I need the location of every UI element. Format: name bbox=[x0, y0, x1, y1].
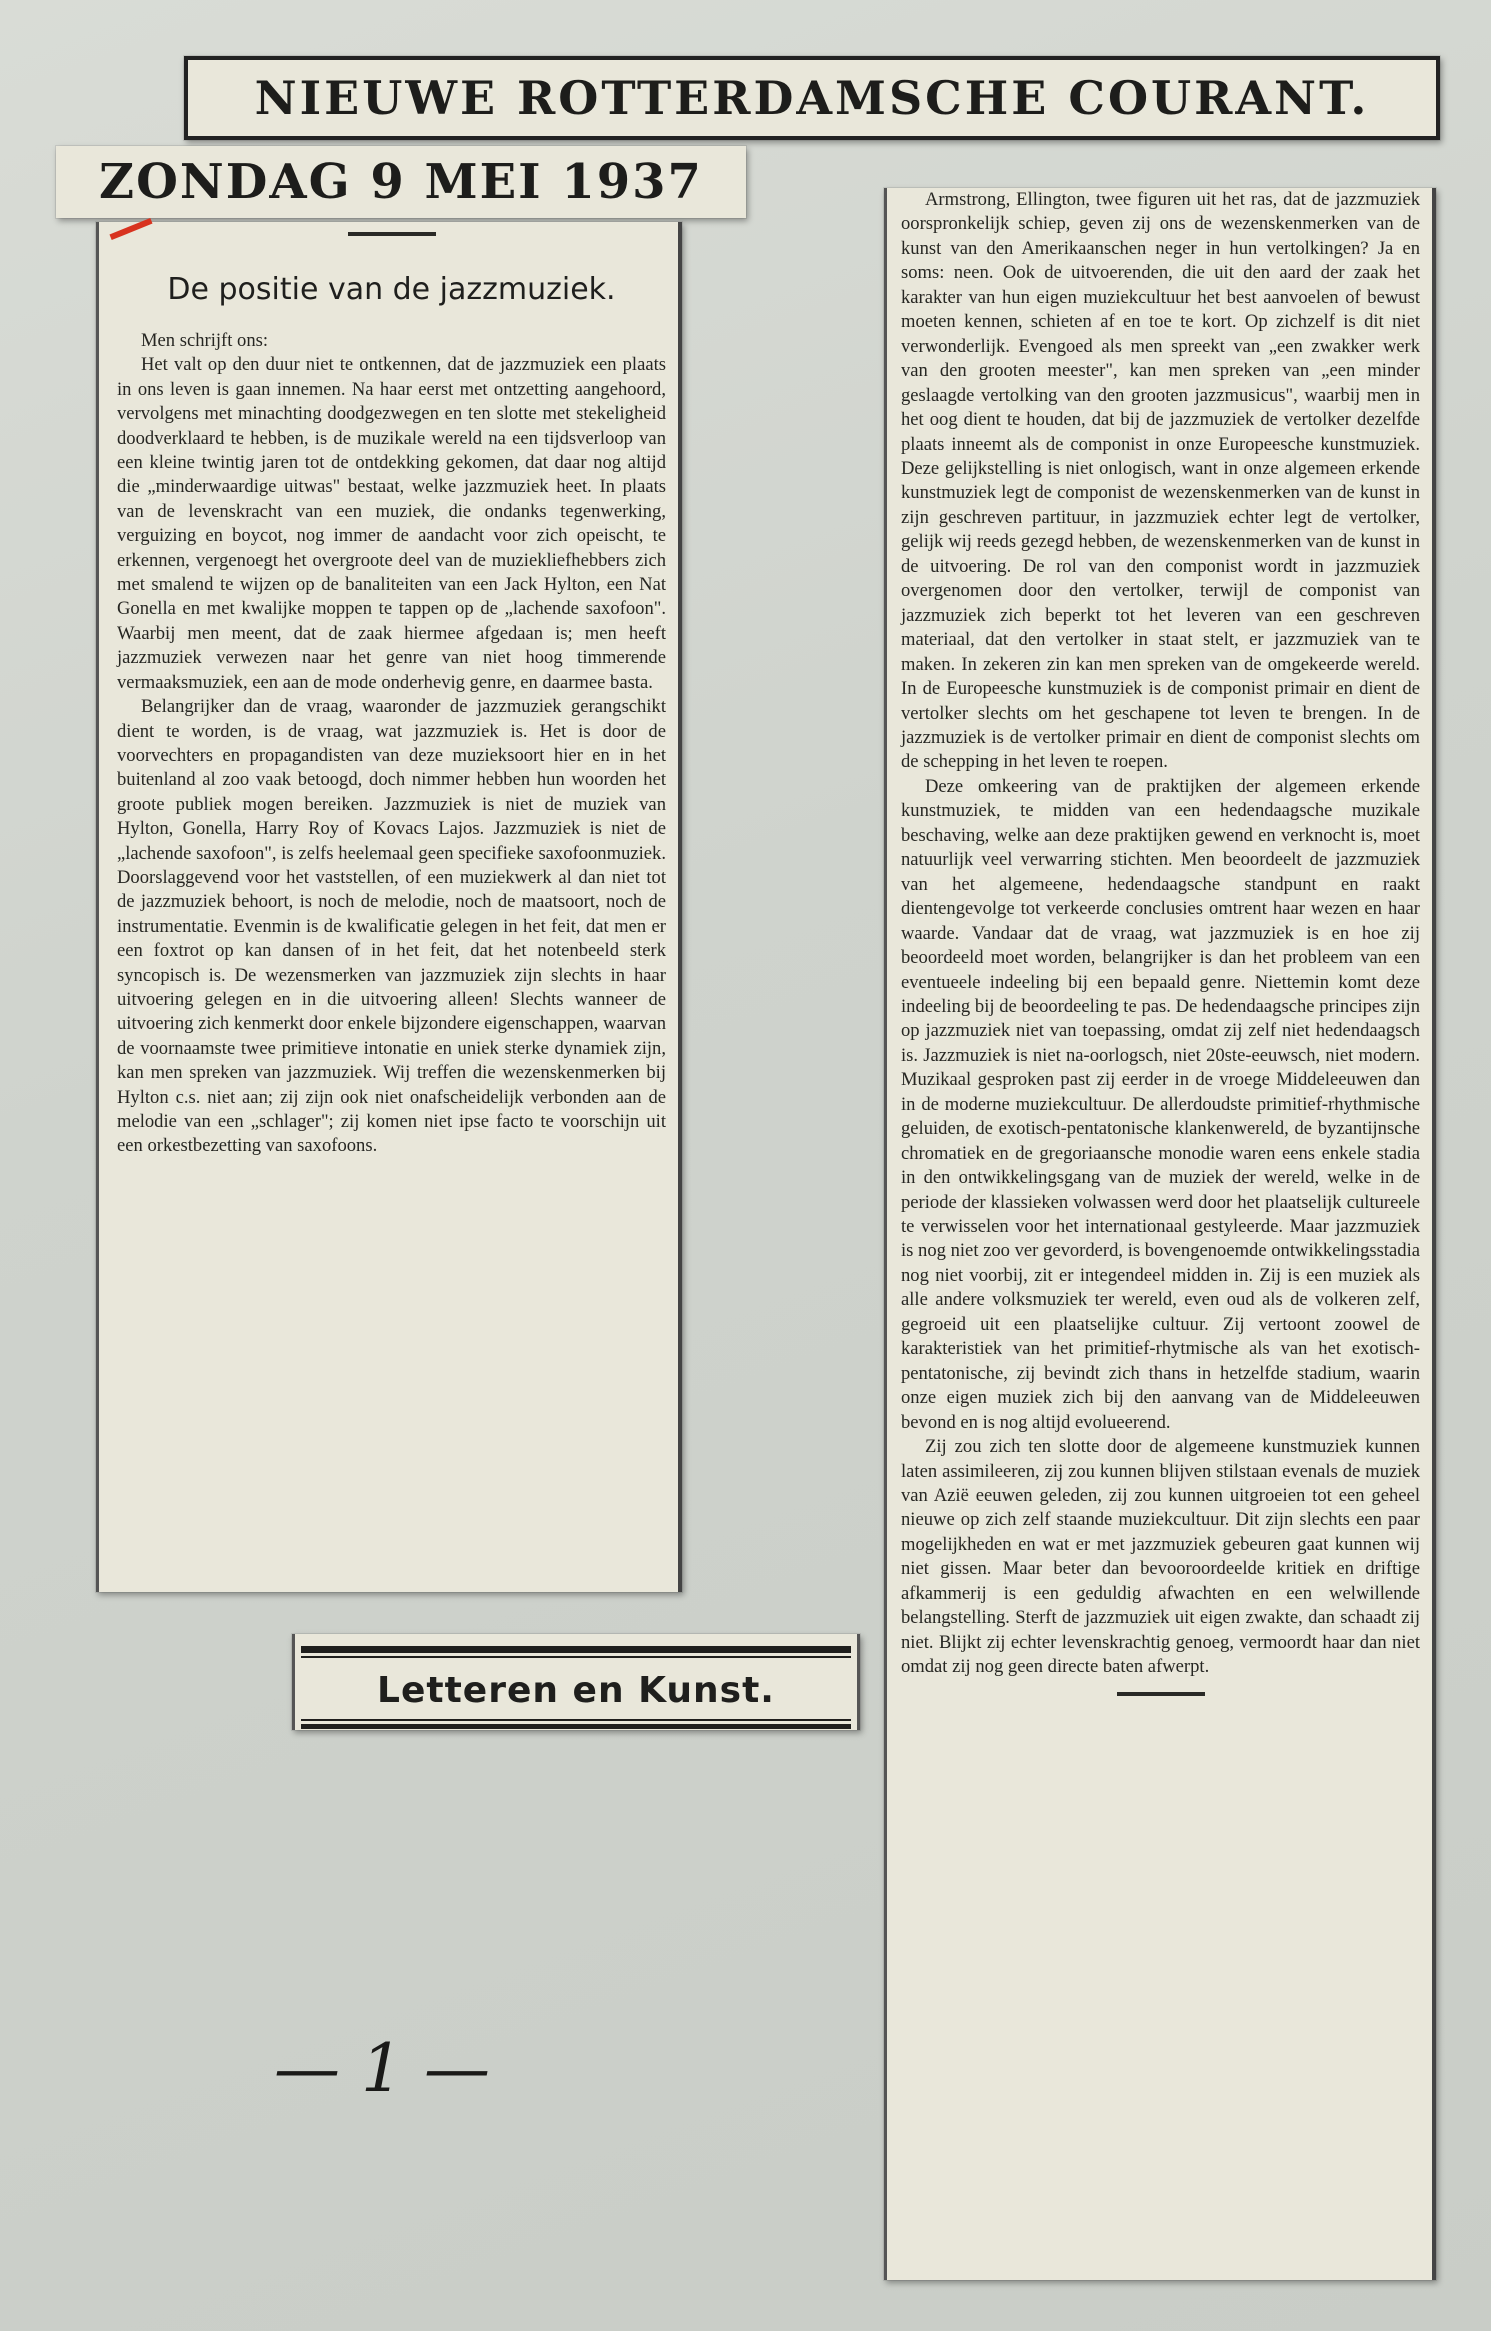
section-rule-top-thin bbox=[301, 1656, 851, 1658]
paragraph: Zij zou zich ten slotte door de algemeene kunstmuziek kunnen laten assimileeren, zij zou kunnen blijven stilstaan evenals de muziek van Azië eeuwen geleden, zij zou kunnen uitgroeien tot een geheel nieuwe op zich zelf staande muziekcultuur. Dit zijn slechts een paar mogelijkheden en wat er met jazzmuziek gebeuren gaat kunnen wij niet gissen. Maar beter dan bevooroordeelde kritiek en driftige afkammerij is een geduldig afwachten en een welwillende belangstelling. Sterft de jazzmuziek uit eigen zwakte, dan schaadt zij niet. Blijkt zij echter levenskrachtig genoeg, vermoordt haar dan niet omdat zij nog geen directe baten afwerpt. bbox=[901, 1436, 1420, 1678]
article-title: De positie van de jazzmuziek. bbox=[167, 272, 616, 307]
paragraph: Het valt op den duur niet te ontkennen, dat de jazzmuziek een plaats in ons leven is gaan innemen. Na haar eerst met ontzetting aangehoord, vervolgens met minachting doodgezwegen en ten slotte met stekeligheid doodverklaard te hebben, is de muzikale wereld na een tijdsverloop van een kleine twintig jaren tot de ontdekking gekomen, dat daar nog altijd die „minderwaardige uitwas" bestaat, welke jazzmuziek heet. In plaats van de levenskracht van een muziek, die ondanks tegenwerking, verguizing en boycot, nog immer de aandacht voor zich opeischt, te erkennen, vergenoegt het overgroote deel van de muziekliefhebbers zich met smalend te wijzen op de banaliteiten van een Jack Hylton, een Nat Gonella en met kwalijke moppen te tappen op de „lachende saxofoon". Waarbij men meent, dat de zaak hiermee afgedaan is; men heeft jazzmuziek verwezen naar het genre van niet hoog timmerende vermaaksmuziek, een aan de mode onderhevig genre, en daarmee basta. bbox=[117, 354, 666, 693]
section-label: Letteren en Kunst. bbox=[377, 1670, 775, 1711]
masthead bbox=[184, 56, 1440, 140]
red-pencil-mark bbox=[109, 218, 152, 240]
dateline bbox=[56, 146, 746, 218]
column-rule bbox=[348, 232, 436, 236]
article-column-1 bbox=[96, 222, 682, 1592]
end-rule bbox=[1117, 1692, 1205, 1696]
handwritten-page-number: — 1 — bbox=[274, 2030, 490, 2107]
article-column-2 bbox=[884, 188, 1436, 2280]
section-rule-bottom bbox=[301, 1724, 851, 1729]
paragraph: Belangrijker dan de vraag, waaronder de jazzmuziek gerangschikt dient te worden, is de vraag, wat jazzmuziek is. Het is door de voorvechters en propagandisten van deze muzieksoort hier en in het buitenland al zoo vaak betoogd, doch nimmer hebben hun woorden het groote publiek mogen bereiken. Jazzmuziek is niet de muziek van Hylton, Gonella, Harry Roy of Kovacs Lajos. Jazzmuziek is niet de „lachende saxofoon", is zelfs heelemaal geen specifieke saxofoonmuziek. Doorslaggevend voor het vaststellen, of een muziekwerk al dan niet tot de jazzmuziek behoort, is noch de melodie, noch de maatsoort, noch de instrumentatie. Evenmin is de kwalificatie gelegen in het feit, dat men er een foxtrot op kan dansen of in het feit, dat het notenbeeld sterk syncopisch is. De wezensmerken van jazzmuziek zijn slechts in haar uitvoering gelegen en in die uitvoering alleen! Slechts wanneer de uitvoering zich kenmerkt door enkele bijzondere eigenschappen, waarvan de voornaamste twee primitieve intonatie en uniek sterke dynamiek zijn, kan men spreken van jazzmuziek. Wij treffen die wezenskenmerken bij Hylton c.s. niet aan; zij zijn ook niet onafscheidelijk verbonden aan de melodie van een „schlager"; zij komen niet ipse facto te voorschijn uit een orkestbezetting van saxofoons. bbox=[117, 696, 666, 1157]
paragraph: Deze omkeering van de praktijken der algemeen erkende kunstmuziek, te midden van een hedendaagsche muzikale beschaving, welke aan deze praktijken gewend en verknocht is, moet natuurlijk veel verwarring stichten. Men beoordeelt de jazzmuziek van het algemeene, hedendaagsche standpunt en raakt dientengevolge tot verkeerde conclusies omtrent haar wezen en haar waarde. Vandaar dat de vraag, wat jazzmuziek is en hoe zij beoordeeld moet worden, belangrijker is dan het probleem van een eventueele indeeling bij een bepaald genre. Niettemin komt deze indeeling bij de beoordeeling te pas. De hedendaagsche principes zijn op jazzmuziek niet van toepassing, omdat zij zelf niet hedendaagsch is. Jazzmuziek is niet na-oorlogsch, niet 20ste-eeuwsch, niet modern. Muzikaal gesproken past zij eerder in de vroege Middeleeuwen dan in de moderne muziekcultuur. De allerdoudste primitief-rhythmische geluiden, de exotisch-pentatonische klankenwereld, de byzantijnsche chromatiek en de gregoriaansche monodie waren eens enkele stadia in den ontwikkelingsgang van de muziek der wereld, welke in de periode der klassieken volwassen werd door het plaatselijk cultureele te verwisselen voor het internationaal gestyleerde. Maar jazzmuziek is nog niet zoo ver gevorderd, is bovengenoemde ontwikkelingsstadia nog niet voorbij, zit er integendeel midden in. Zij is een muziek als alle andere volksmuziek ter wereld, even oud als de volkeren zelf, gegroeid uit een plaatselijke cultuur. Zij vertoont zoowel de karakteristiek van het primitief-rhytmische als van het exotisch-pentatonische, zij bevindt zich thans in hetzelfde stadium, waarin onze eigen muziek zich bij den aanvang van de Middeleeuwen bevond en is nog altijd evolueerend. bbox=[901, 775, 1420, 1433]
section-header bbox=[292, 1634, 860, 1730]
paragraph: Men schrijft ons: bbox=[141, 330, 269, 351]
paragraph: Armstrong, Ellington, twee figuren uit het ras, dat de jazzmuziek oorspronkelijk schiep, geven zij ons de wezenskenmerken van de kunst van den Amerikaanschen neger in hun vertolkingen? Ja en soms: neen. Ook de uitvoerenden, die uit den aard der zaak het karakter van hun eigen muziekcultuur het best aanvoelen of bewust moeten kennen, schieten af en toe te kort. Op zichzelf is dit niet verwonderlijk. Evengoed als men spreekt van „een zwakker werk van den grooten meester", kan men spreken van „een minder geslaagde vertolking van den grooten jazzmusicus", waarbij men in het oog dient te houden, dat bij de jazzmuziek de vertolker dezelfde plaats inneemt als de componist in onze Europeesche kunstmuziek. Deze gelijkstelling is niet onlogisch, want in onze algemeen erkende kunstmuziek legt de componist de wezenskenmerken van de kunst in zijn geschreven partituur, in jazzmuziek echter legt de vertolker, gelijk wij reeds gezegd hebben, de wezenskenmerken van de kunst in de uitvoering. De rol van den componist wordt in jazzmuziek overgenomen door den vertolker, terwijl de componist van jazzmuziek zich beperkt tot het leveren van een geschreven materiaal, dat den vertolker in staat stelt, er jazzmuziek van te maken. In zekeren zin kan men spreken van de omgekeerde wereld. In de Europeesche kunstmuziek is de componist primair en dient de vertolker slechts om het geschapene tot leven te brengen. In de jazzmuziek is de vertolker primair en dient de componist slechts om de schepping in het leven te roepen. bbox=[901, 189, 1420, 773]
article-body-2 bbox=[901, 188, 1420, 1680]
section-rule-top bbox=[301, 1646, 851, 1653]
article-body-1 bbox=[117, 329, 666, 1159]
newspaper-name: NIEUWE ROTTERDAMSCHE COURANT. bbox=[254, 71, 1370, 125]
section-rule-bottom-thin bbox=[301, 1719, 851, 1721]
publication-date: ZONDAG 9 MEI 1937 bbox=[99, 154, 703, 210]
